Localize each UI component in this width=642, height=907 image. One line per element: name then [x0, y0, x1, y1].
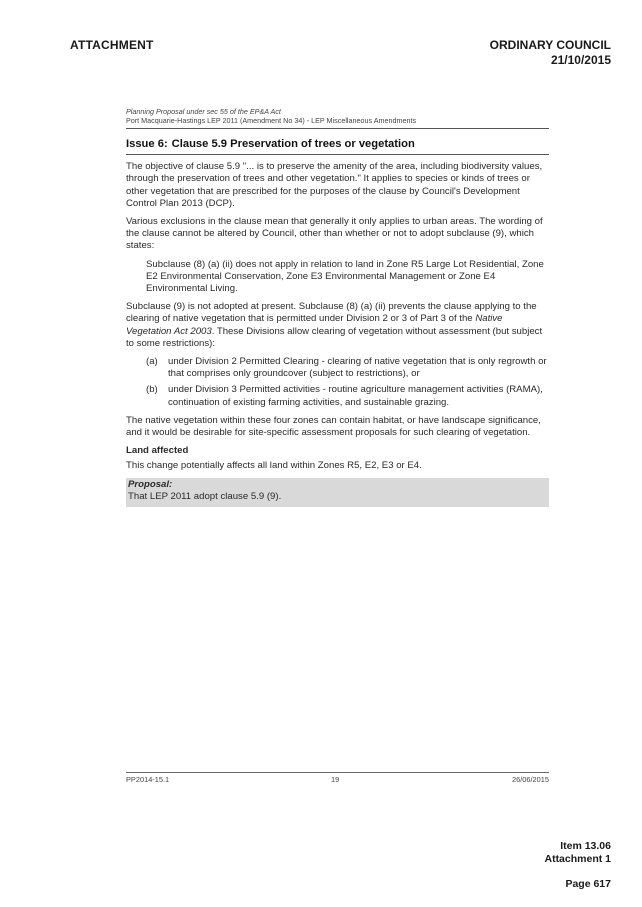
document-body — [126, 107, 549, 507]
objective-paragraph: The objective of clause 5.9 "... is to preserve the amenity of the area, including biodiversity values, through the preservation of trees and other vegetation." It applies to species or kinds of trees or other vegetation that are prescribed for the purposes of the clause by Council's Development Control Plan 2013 (DCP). — [126, 161, 543, 209]
para3-pre: Subclause (9) is not adopted at present. Subclause (8) (a) (ii) prevents the clause applying to the clearing of native vegetation that is permitted under Division 2 or 3 of Part 3 of the — [126, 301, 537, 325]
item-number: Item 13.06 — [560, 840, 611, 852]
item-meta — [544, 840, 611, 891]
attachment-number: Attachment 1 — [544, 853, 611, 865]
document-footer — [126, 772, 549, 787]
land-affected-text: This change potentially affects all land within Zones R5, E2, E3 or E4. — [126, 460, 422, 472]
document-running-head: Planning Proposal under sec 55 of the EP&A Act — [126, 107, 281, 116]
proposal-box — [126, 478, 549, 507]
meeting-date: 21/10/2015 — [550, 53, 611, 67]
native-vegetation-paragraph: The native vegetation within these four zones can contain habitat, or have landscape significance, and it would be desirable for site-specific assessment proposals for such clearing of vegetation. — [126, 414, 541, 439]
list-item-text: under Division 3 Permitted activities - routine agriculture management activities (RAMA), continuation of existing farming activities, and sustainable grazing. — [168, 384, 543, 408]
list-item — [126, 384, 549, 408]
division-list — [126, 356, 549, 409]
exclusions-paragraph: Various exclusions in the clause mean that generally it only applies to urban areas. The wording of the clause cannot be altered by Council, other than whether or not to adopt subclause (9), which states: — [126, 216, 543, 252]
land-affected-heading: Land affected — [126, 445, 189, 457]
act-name: Native Vegetation Act 2003 — [126, 313, 503, 337]
page-number: Page 617 — [565, 878, 611, 890]
proposal-heading: Proposal: — [128, 478, 173, 490]
proposal-text: That LEP 2011 adopt clause 5.9 (9). — [128, 490, 282, 502]
subclause-quote: Subclause (8) (a) (ii) does not apply in relation to land in Zone R5 Large Lot Residential, Zone E2 Environmental Conservation, Zone E3 Environmental Management or Zone E4 Environmental Living. — [146, 258, 544, 295]
footer-date: 26/06/2015 — [512, 775, 549, 784]
subclause-9-paragraph — [126, 301, 549, 350]
meeting-header — [490, 38, 611, 68]
footer-reference: PP2014-15.1 — [126, 775, 170, 784]
list-item-label: (a) — [146, 356, 158, 368]
meeting-name: ORDINARY COUNCIL — [489, 38, 611, 52]
list-item-text: under Division 2 Permitted Clearing - clearing of native vegetation that is only regrowth or that comprises only groundcover (subject to restrictions), or — [168, 356, 547, 380]
issue-title: Clause 5.9 Preservation of trees or vegetation — [171, 138, 415, 150]
document-running-subhead: Port Macquarie-Hastings LEP 2011 (Amendment No 34) - LEP Miscellaneous Amendments — [126, 116, 549, 129]
para3-post: . These Divisions allow clearing of vegetation without assessment (but subject to some restrictions): — [126, 325, 543, 349]
list-item — [126, 356, 549, 380]
footer-page-number: 19 — [331, 775, 340, 784]
list-item-label: (b) — [146, 384, 158, 396]
issue-label: Issue 6: — [126, 138, 168, 150]
issue-heading — [126, 138, 549, 155]
attachment-label: ATTACHMENT — [70, 38, 154, 52]
